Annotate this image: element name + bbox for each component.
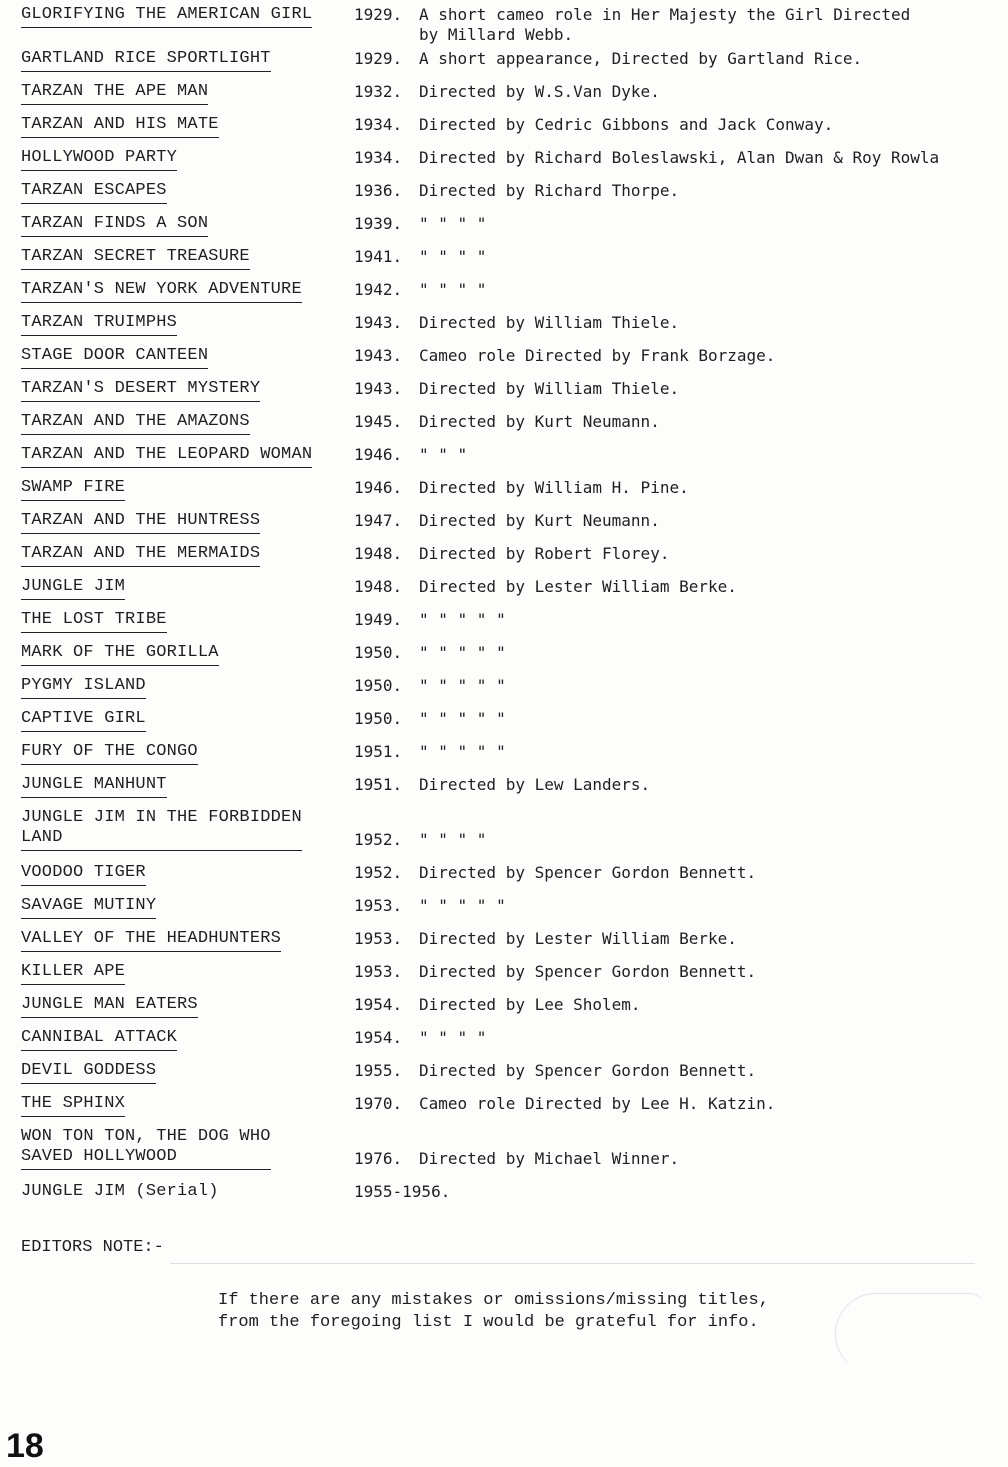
film-director-note: Directed by Lee Sholem. <box>419 995 641 1014</box>
film-director-note: " " " <box>419 445 468 464</box>
film-year: 1942. <box>354 280 403 299</box>
film-title: KILLER APE <box>21 962 125 985</box>
film-director-note: " " " " " <box>419 610 506 629</box>
editors-note-label: EDITORS NOTE:- <box>21 1238 164 1257</box>
film-title: TARZAN'S DESERT MYSTERY <box>21 379 260 402</box>
film-row <box>21 80 1008 113</box>
film-director-note: " " " " " <box>419 676 506 695</box>
film-director-note: Directed by W.S.Van Dyke. <box>419 82 660 101</box>
film-director-note: Directed by Cedric Gibbons and Jack Conway. <box>419 115 834 134</box>
filmography-list <box>21 3 1008 1213</box>
film-row <box>21 641 1008 674</box>
film-title: TARZAN ESCAPES <box>21 181 167 204</box>
film-row <box>21 740 1008 773</box>
film-director-note: A short cameo role in Her Majesty the Girl Directed by Millard Webb. <box>419 5 911 44</box>
film-row <box>21 377 1008 410</box>
film-title: DEVIL GODDESS <box>21 1061 156 1084</box>
film-row <box>21 245 1008 278</box>
film-row <box>21 608 1008 641</box>
film-year: 1953. <box>354 962 403 981</box>
film-director-note: Directed by William H. Pine. <box>419 478 689 497</box>
film-year: 1934. <box>354 148 403 167</box>
film-year: 1951. <box>354 775 403 794</box>
film-director-note: Directed by Michael Winner. <box>419 1149 680 1168</box>
film-row <box>21 674 1008 707</box>
film-title: JUNGLE MAN EATERS <box>21 995 198 1018</box>
film-row <box>21 1092 1008 1125</box>
film-year: 1955. <box>354 1061 403 1080</box>
page-number: 18 <box>6 1427 44 1465</box>
film-title: JUNGLE JIM (Serial) <box>21 1182 219 1201</box>
film-title: TARZAN FINDS A SON <box>21 214 208 237</box>
film-year: 1929. <box>354 5 403 24</box>
film-director-note: Directed by Kurt Neumann. <box>419 511 660 530</box>
film-year: 1953. <box>354 896 403 915</box>
film-title: VOODOO TIGER <box>21 863 146 886</box>
film-row <box>21 113 1008 146</box>
film-row <box>21 927 1008 960</box>
film-year: 1932. <box>354 82 403 101</box>
film-director-note: Cameo role Directed by Frank Borzage. <box>419 346 776 365</box>
film-title: THE SPHINX <box>21 1094 125 1117</box>
film-year: 1952. <box>354 863 403 882</box>
film-year: 1949. <box>354 610 403 629</box>
film-row <box>21 1026 1008 1059</box>
film-title: SAVAGE MUTINY <box>21 896 156 919</box>
film-year: 1948. <box>354 544 403 563</box>
film-row <box>21 542 1008 575</box>
film-row <box>21 3 1008 47</box>
film-row <box>21 993 1008 1026</box>
film-year: 1950. <box>354 709 403 728</box>
film-row <box>21 410 1008 443</box>
film-year: 1976. <box>354 1149 403 1168</box>
film-year: 1970. <box>354 1094 403 1113</box>
film-title: THE LOST TRIBE <box>21 610 167 633</box>
film-row <box>21 707 1008 740</box>
film-row <box>21 344 1008 377</box>
film-year: 1946. <box>354 478 403 497</box>
film-row <box>21 278 1008 311</box>
film-row <box>21 47 1008 80</box>
film-director-note: Directed by William Thiele. <box>419 313 680 332</box>
film-row <box>21 1180 1008 1213</box>
film-director-note: " " " " " <box>419 709 506 728</box>
film-director-note: Directed by William Thiele. <box>419 379 680 398</box>
film-title: STAGE DOOR CANTEEN <box>21 346 208 369</box>
editors-note-text: If there are any mistakes or omissions/missing titles, from the foregoing list I would be grateful for info. <box>218 1291 769 1332</box>
film-director-note: " " " " <box>419 280 487 299</box>
film-year: 1947. <box>354 511 403 530</box>
film-title: JUNGLE MANHUNT <box>21 775 167 798</box>
film-title: TARZAN'S NEW YORK ADVENTURE <box>21 280 302 303</box>
film-title: TARZAN AND THE LEOPARD WOMAN <box>21 445 312 468</box>
film-director-note: Directed by Kurt Neumann. <box>419 412 660 431</box>
divider-line <box>170 1263 975 1264</box>
film-row <box>21 1125 1008 1180</box>
film-year: 1950. <box>354 643 403 662</box>
film-year: 1955-1956. <box>354 1182 451 1201</box>
film-row <box>21 476 1008 509</box>
film-title: TARZAN AND THE AMAZONS <box>21 412 250 435</box>
film-year: 1943. <box>354 379 403 398</box>
film-year: 1948. <box>354 577 403 596</box>
film-year: 1939. <box>354 214 403 233</box>
film-year: 1946. <box>354 445 403 464</box>
film-title: TARZAN AND THE MERMAIDS <box>21 544 260 567</box>
film-year: 1943. <box>354 346 403 365</box>
film-year: 1954. <box>354 995 403 1014</box>
film-director-note: Directed by Spencer Gordon Bennett. <box>419 1061 757 1080</box>
film-title: CAPTIVE GIRL <box>21 709 146 732</box>
film-row <box>21 311 1008 344</box>
film-title: CANNIBAL ATTACK <box>21 1028 177 1051</box>
film-director-note: " " " " " <box>419 896 506 915</box>
film-title: HOLLYWOOD PARTY <box>21 148 177 171</box>
film-row <box>21 212 1008 245</box>
film-title: JUNGLE JIM IN THE FORBIDDEN LAND <box>21 808 302 851</box>
film-title: JUNGLE JIM <box>21 577 125 600</box>
film-director-note: " " " " " <box>419 643 506 662</box>
film-title: VALLEY OF THE HEADHUNTERS <box>21 929 281 952</box>
film-title: GARTLAND RICE SPORTLIGHT <box>21 49 271 72</box>
film-row <box>21 894 1008 927</box>
film-title: SWAMP FIRE <box>21 478 125 501</box>
film-director-note: Directed by Richard Thorpe. <box>419 181 680 200</box>
film-director-note: " " " " <box>419 1028 487 1047</box>
film-row <box>21 443 1008 476</box>
film-title: PYGMY ISLAND <box>21 676 146 699</box>
film-title: TARZAN AND THE HUNTRESS <box>21 511 260 534</box>
film-title: FURY OF THE CONGO <box>21 742 198 765</box>
film-title: TARZAN AND HIS MATE <box>21 115 219 138</box>
film-row <box>21 1059 1008 1092</box>
film-row <box>21 773 1008 806</box>
film-director-note: Directed by Lester William Berke. <box>419 929 737 948</box>
film-director-note: " " " " " <box>419 742 506 761</box>
film-row <box>21 861 1008 894</box>
film-row <box>21 806 1008 861</box>
film-director-note: " " " " <box>419 247 487 266</box>
film-director-note: Cameo role Directed by Lee H. Katzin. <box>419 1094 776 1113</box>
film-year: 1941. <box>354 247 403 266</box>
film-year: 1950. <box>354 676 403 695</box>
film-year: 1954. <box>354 1028 403 1047</box>
film-row <box>21 575 1008 608</box>
film-director-note: Directed by Lew Landers. <box>419 775 651 794</box>
film-year: 1945. <box>354 412 403 431</box>
film-row <box>21 509 1008 542</box>
paper-smudge <box>835 1293 987 1375</box>
film-year: 1951. <box>354 742 403 761</box>
film-title: MARK OF THE GORILLA <box>21 643 219 666</box>
film-director-note: " " " " <box>419 830 487 849</box>
film-row <box>21 960 1008 993</box>
film-director-note: A short appearance, Directed by Gartland Rice. <box>419 49 863 68</box>
film-row <box>21 146 1008 179</box>
film-year: 1952. <box>354 830 403 849</box>
film-year: 1929. <box>354 49 403 68</box>
film-title: TARZAN THE APE MAN <box>21 82 208 105</box>
film-director-note: Directed by Lester William Berke. <box>419 577 737 596</box>
film-year: 1934. <box>354 115 403 134</box>
film-director-note: Directed by Richard Boleslawski, Alan Dwan & Roy Rowla <box>419 148 940 167</box>
film-director-note: Directed by Robert Florey. <box>419 544 670 563</box>
film-year: 1943. <box>354 313 403 332</box>
film-director-note: " " " " <box>419 214 487 233</box>
film-director-note: Directed by Spencer Gordon Bennett. <box>419 962 757 981</box>
film-title: TARZAN SECRET TREASURE <box>21 247 250 270</box>
film-title: WON TON TON, THE DOG WHO SAVED HOLLYWOOD <box>21 1127 271 1170</box>
film-director-note: Directed by Spencer Gordon Bennett. <box>419 863 757 882</box>
film-year: 1936. <box>354 181 403 200</box>
film-title: GLORIFYING THE AMERICAN GIRL <box>21 5 312 28</box>
film-row <box>21 179 1008 212</box>
film-year: 1953. <box>354 929 403 948</box>
film-title: TARZAN TRUIMPHS <box>21 313 177 336</box>
